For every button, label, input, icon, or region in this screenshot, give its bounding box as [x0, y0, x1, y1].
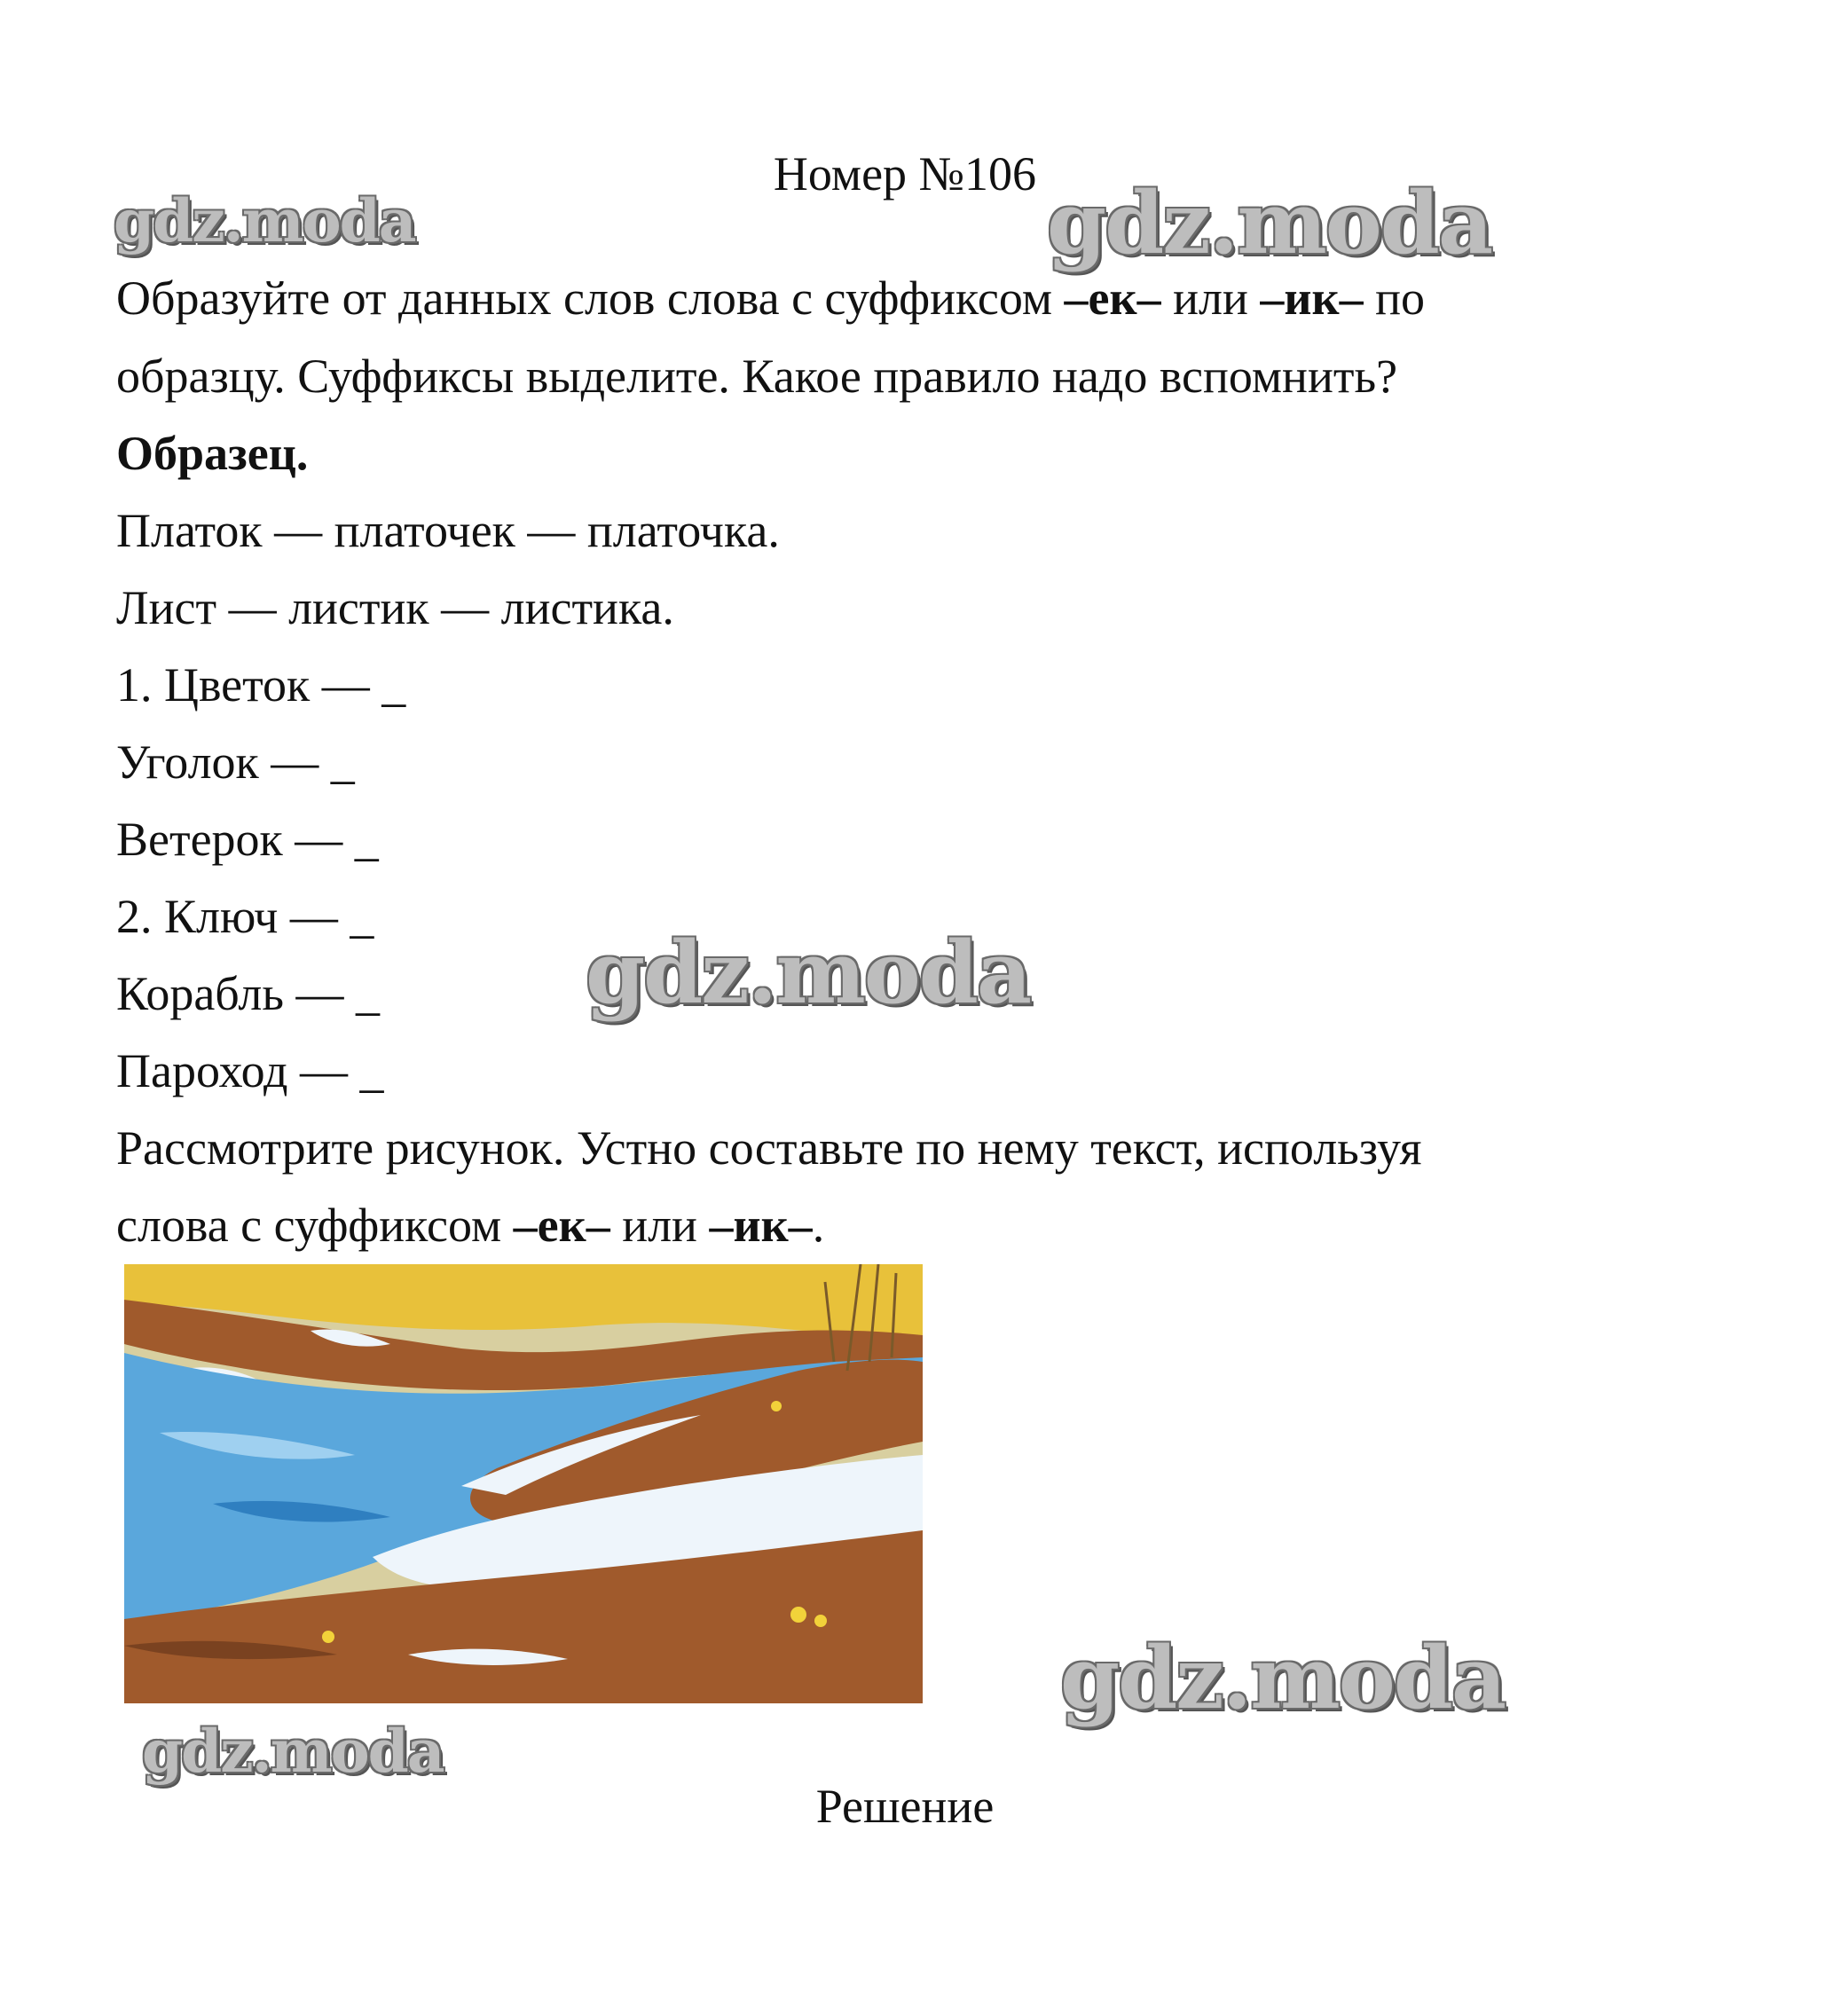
exercise-item: Уголок — _: [116, 735, 355, 789]
flower-icon: [790, 1607, 806, 1623]
sample-title: Образец.: [116, 427, 309, 480]
watermark-logo: gdz.moda: [1060, 1628, 1506, 1728]
exercise-item: 1. Цветок — _: [116, 658, 406, 712]
suffix-ek: –ек–: [513, 1199, 610, 1252]
sample-example: Лист — листик — листика.: [116, 581, 674, 634]
flower-icon: [771, 1401, 782, 1411]
watermark-logo: gdz.moda: [586, 923, 1031, 1023]
exercise-item: Пароход — _: [116, 1044, 384, 1097]
exercise-item: Корабль — _: [116, 967, 380, 1020]
task-text: .: [812, 1199, 825, 1252]
task-text-line-1: [116, 266, 1425, 330]
task-text: по: [1363, 271, 1426, 325]
picture-task-line-1: Рассмотрите рисунок. Устно составьте по нему текст, используя: [116, 1121, 1422, 1175]
watermark-logo: gdz.moda: [142, 1717, 444, 1786]
exercise-item: 2. Ключ — _: [116, 890, 374, 943]
picture-task-line-2: [116, 1193, 824, 1257]
task-text: или: [1160, 271, 1261, 325]
solution-label: Решение: [815, 1780, 995, 1833]
page-heading: Номер №106: [773, 147, 1037, 200]
spring-stream-illustration: [124, 1264, 923, 1703]
suffix-ek: –ек–: [1064, 271, 1161, 325]
task-text-line-2: образцу. Суффиксы выделите. Какое правило надо вспомнить?: [116, 350, 1398, 403]
watermark-logo: gdz.moda: [1047, 173, 1492, 273]
illustration-svg: [124, 1264, 923, 1703]
task-text: слова с суффиксом: [116, 1199, 514, 1252]
task-text: или: [609, 1199, 710, 1252]
exercise-item: Ветерок — _: [116, 813, 379, 866]
sample-example: Платок — платочек — платочка.: [116, 504, 780, 557]
flower-icon: [322, 1631, 334, 1643]
suffix-ik: –ик–: [1260, 271, 1364, 325]
watermark-logo: gdz.moda: [114, 186, 415, 256]
flower-icon: [814, 1615, 827, 1627]
task-text: Образуйте от данных слов слова с суффиксом: [116, 271, 1065, 325]
suffix-ik: –ик–: [709, 1199, 813, 1252]
